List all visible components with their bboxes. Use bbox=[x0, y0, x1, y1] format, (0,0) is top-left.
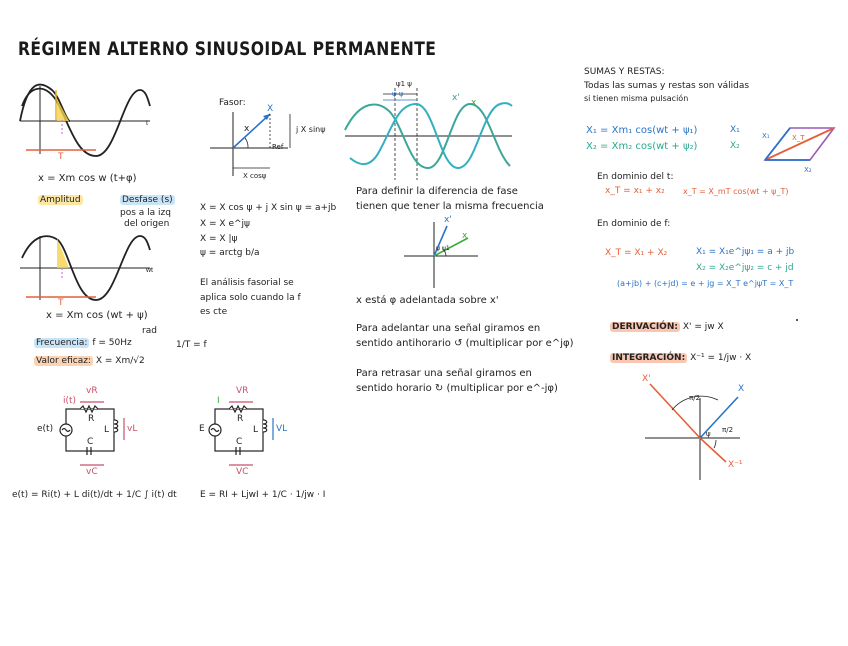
adelantar-text-1: Para adelantar una señal giramos en bbox=[356, 323, 541, 334]
sinusoid-graph-2 bbox=[20, 236, 153, 300]
valor-eficaz-row: Valor eficaz: X = Xm/√2 bbox=[36, 356, 145, 366]
desfase-note-1: pos a la izq bbox=[120, 208, 171, 218]
x1-exponential: X₁ = X₁e^jψ₁ = a + jb bbox=[696, 247, 795, 257]
vector-x-inverse: X⁻¹ bbox=[728, 460, 743, 470]
circuit-diagram-2 bbox=[209, 402, 273, 465]
x2-exponential: X₂ = X₂e^jψ₂ = c + jd bbox=[696, 263, 794, 273]
circuit1-c-label: C bbox=[87, 437, 94, 447]
page-title: RÉGIMEN ALTERNO SINUSOIDAL PERMANENTE bbox=[18, 38, 437, 60]
xt-time-eq: x_T = x₁ + x₂ bbox=[605, 186, 665, 196]
angle-pi2-b: π/2 bbox=[722, 426, 734, 434]
circuit2-r-label: R bbox=[237, 414, 244, 424]
sumas-note-2: si tienen misma pulsación bbox=[584, 94, 689, 103]
fasor-x-small: x bbox=[244, 124, 250, 134]
circuit1-equation: e(t) = Ri(t) + L di(t)/dt + 1/C ∫ i(t) dt bbox=[12, 490, 177, 500]
x2-equation: X₂ = Xm₂ cos(wt + ψ₂) bbox=[586, 141, 698, 152]
parallelogram-xt: X_T bbox=[792, 134, 805, 142]
vector-x: X bbox=[738, 384, 745, 394]
circuit2-equation: E = RI + LjwI + 1/C · 1/jw · I bbox=[200, 490, 326, 500]
circuit-diagram-1 bbox=[60, 402, 124, 465]
circuit2-vc-label: VC bbox=[236, 467, 249, 477]
fasor-ref: Ref bbox=[272, 143, 284, 151]
adelantada-text: x está φ adelantada sobre x' bbox=[356, 295, 499, 306]
fasor-note-2: aplica solo cuando la f bbox=[200, 293, 301, 303]
period-label-1: T bbox=[58, 152, 64, 162]
xt-freq-eq: X_T = X₁ + X₂ bbox=[605, 248, 668, 258]
fasor-label: Fasor: bbox=[219, 98, 246, 108]
frecuencia-inverse: 1/T = f bbox=[176, 340, 207, 350]
circuit1-current-label: i(t) bbox=[63, 396, 77, 406]
dominio-t-label: En dominio del t: bbox=[597, 172, 674, 182]
frecuencia-row: Frecuencia: f = 50Hz bbox=[36, 338, 132, 348]
sinusoid-graph-1 bbox=[20, 84, 150, 156]
vector-label-psi: ψ ψ1 bbox=[436, 245, 450, 252]
fasor-xcos: X cosψ bbox=[243, 172, 267, 180]
vector-label-x1: x' bbox=[444, 215, 452, 225]
fasor-note-1: El análisis fasorial se bbox=[200, 278, 294, 288]
derivation-vector-diagram bbox=[645, 319, 798, 480]
sumas-note-1: Todas las sumas y restas son válidas bbox=[584, 81, 750, 91]
circuit1-vl-label: vL bbox=[127, 424, 138, 434]
adelantar-text-2: sentido antihorario ↺ (multiplicar por e^jφ) bbox=[356, 338, 574, 349]
amplitud-label: Amplitud bbox=[40, 195, 81, 205]
retrasar-text-1: Para retrasar una señal giramos en bbox=[356, 368, 532, 379]
circuit1-vr-label: vR bbox=[86, 386, 98, 396]
circuit2-source-label: E bbox=[199, 424, 205, 434]
period-label-2: T bbox=[58, 298, 64, 308]
fasor-line-3: X = X |ψ bbox=[200, 234, 238, 244]
svg-text:wt: wt bbox=[146, 267, 153, 274]
fasor-note-3: es cte bbox=[200, 307, 228, 317]
xt-time-result: x_T = X_mT cos(wt + ψ_T) bbox=[683, 187, 789, 196]
circuit2-c-label: C bbox=[236, 437, 243, 447]
fasor-x-vector: X bbox=[267, 104, 274, 114]
sum-line: (a+jb) + (c+jd) = e + jg = X_T e^jψT = X_T bbox=[617, 279, 794, 288]
x1-equation: X₁ = Xm₁ cos(wt + ψ₁) bbox=[586, 125, 698, 136]
sumas-heading: SUMAS Y RESTAS: bbox=[584, 67, 665, 77]
retrasar-text-2: sentido horario ↻ (multiplicar por e^-jφ) bbox=[356, 383, 558, 394]
wave-label-x1: x' bbox=[452, 93, 460, 103]
phase-definition-1: Para definir la diferencia de fase bbox=[356, 186, 518, 197]
circuit1-r-label: R bbox=[88, 414, 95, 424]
circuit1-l-label: L bbox=[104, 425, 110, 435]
psi-top-label: ψ1 ψ bbox=[396, 80, 412, 88]
desfase-note-2: del origen bbox=[124, 219, 170, 229]
parallelogram-diagram bbox=[765, 128, 834, 160]
parallelogram-x1: X₁ bbox=[762, 132, 770, 140]
angle-psi: ψ bbox=[706, 430, 711, 438]
phase-difference-waves bbox=[345, 88, 512, 180]
phase-definition-2: tienen que tener la misma frecuencia bbox=[356, 201, 544, 212]
circuit1-vc-label: vC bbox=[86, 467, 98, 477]
fasor-jxsin: j X sinψ bbox=[296, 125, 326, 134]
circuit2-vr-label: VR bbox=[236, 386, 249, 396]
angle-pi2-a: π/2 bbox=[689, 394, 701, 402]
derivacion-row: DERIVACIÓN: X' = jw X bbox=[612, 322, 724, 332]
fasor-line-1: X = X cos ψ + j X sin ψ = a+jb bbox=[200, 203, 337, 213]
integracion-row: INTEGRACIÓN: X⁻¹ = 1/jw · X bbox=[612, 353, 752, 363]
dominio-f-label: En dominio de f: bbox=[597, 219, 671, 229]
circuit2-vl-label: VL bbox=[276, 424, 288, 434]
svg-text:t: t bbox=[146, 120, 148, 127]
vector-label-x: x bbox=[462, 231, 468, 241]
fasor-line-2: X = X e^jψ bbox=[200, 219, 250, 229]
parallelogram-x2: X₂ bbox=[804, 166, 812, 174]
psi-sub-label: ψ ψ bbox=[392, 90, 404, 98]
vector-x-prime: X' bbox=[642, 374, 651, 384]
equation-sinusoid-1: x = Xm cos w (t+φ) bbox=[38, 173, 137, 184]
fasor-line-4: ψ = arctg b/a bbox=[200, 248, 260, 258]
x1-phasor: X₁ bbox=[730, 125, 740, 135]
equation-sinusoid-2: x = Xm cos (wt + ψ) bbox=[46, 310, 148, 321]
wave-label-x: x bbox=[471, 98, 477, 108]
desfase-label: Desfase (s) bbox=[122, 195, 173, 205]
circuit2-current-label: I bbox=[217, 396, 220, 406]
circuit1-source-label: e(t) bbox=[37, 424, 54, 434]
rad-label: rad bbox=[142, 326, 157, 336]
circuit2-l-label: L bbox=[253, 425, 259, 435]
x2-phasor: X₂ bbox=[730, 141, 740, 151]
